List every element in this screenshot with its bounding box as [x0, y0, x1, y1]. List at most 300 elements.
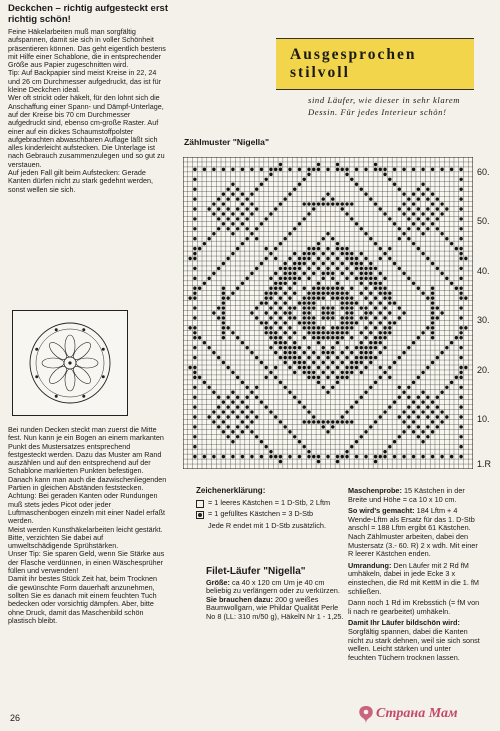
filled-cell [379, 376, 382, 379]
filled-cell [369, 237, 372, 240]
filled-cell [336, 242, 339, 245]
filled-cell [374, 306, 377, 309]
filled-cell [426, 207, 429, 210]
filled-cell [345, 173, 348, 176]
filled-cell [231, 192, 234, 195]
runner-size-label: Größe: [206, 577, 230, 587]
runner-instructions [206, 568, 344, 622]
filled-cell [322, 252, 325, 255]
filled-cell [336, 381, 339, 384]
filled-cell [279, 277, 282, 280]
filled-cell [417, 187, 420, 190]
filled-cell [436, 197, 439, 200]
filled-cell [388, 376, 391, 379]
filled-cell [364, 296, 367, 299]
filled-cell [431, 306, 434, 309]
filled-cell [231, 455, 234, 458]
filled-cell [402, 455, 405, 458]
filled-cell [369, 262, 372, 265]
filled-cell [341, 207, 344, 210]
filled-cell [360, 291, 363, 294]
filled-cell [193, 227, 196, 230]
filled-cell [326, 455, 329, 458]
filled-cell [345, 410, 348, 413]
filled-cell [355, 440, 358, 443]
filled-cell [341, 272, 344, 275]
filled-cell [269, 168, 272, 171]
filled-cell [398, 187, 401, 190]
filled-cell [364, 430, 367, 433]
filled-cell [369, 341, 372, 344]
filled-cell [317, 168, 320, 171]
filled-cell [298, 183, 301, 186]
filled-cell [226, 405, 229, 408]
filled-cell [250, 311, 253, 314]
filled-cell [322, 287, 325, 290]
filled-cell [379, 331, 382, 334]
filled-cell [293, 371, 296, 374]
filled-cell [436, 415, 439, 418]
filled-cell [317, 366, 320, 369]
filled-cell [312, 202, 315, 205]
filled-cell [341, 296, 344, 299]
filled-cell [298, 222, 301, 225]
left-paragraph-6: Danach kann man auch die dazwischenliegenden Partien in gleichen Abständen feststecken. [8, 474, 167, 493]
title-subtitle: sind Läufer, wie dieser in sehr klarem Dessin. Für jedes Interieur schön! [308, 95, 461, 117]
filled-cell [279, 455, 282, 458]
filled-cell [326, 420, 329, 423]
filled-cell [288, 366, 291, 369]
row-label: 50. [477, 216, 490, 227]
filled-cell [383, 371, 386, 374]
filled-cell [193, 435, 196, 438]
filled-cell [217, 425, 220, 428]
filled-cell [226, 366, 229, 369]
filled-cell [217, 306, 220, 309]
filled-cell [307, 306, 310, 309]
filled-cell [336, 376, 339, 379]
filled-cell [331, 361, 334, 364]
filled-cell [226, 197, 229, 200]
filled-cell [450, 381, 453, 384]
filled-cell [188, 366, 191, 369]
filled-cell [393, 321, 396, 324]
filled-cell [222, 301, 225, 304]
filled-cell [341, 287, 344, 290]
filled-cell [269, 173, 272, 176]
filled-cell [459, 168, 462, 171]
filled-cell [222, 311, 225, 314]
filled-cell [459, 386, 462, 389]
filled-cell [421, 183, 424, 186]
filled-cell [374, 287, 377, 290]
filled-cell [260, 440, 263, 443]
filled-cell [307, 291, 310, 294]
filled-cell [360, 371, 363, 374]
filled-cell [350, 306, 353, 309]
filled-cell [412, 420, 415, 423]
filled-cell [207, 415, 210, 418]
row-label: 20. [477, 364, 490, 375]
filled-cell [341, 351, 344, 354]
filled-cell [303, 217, 306, 220]
filled-cell [236, 376, 239, 379]
filled-cell [193, 331, 196, 334]
filled-cell [345, 371, 348, 374]
filled-cell [255, 237, 258, 240]
legend-filled-label: = 1 gefülltes Kästchen = 3 D-Stb [208, 508, 314, 518]
filled-cell [322, 425, 325, 428]
filled-cell [212, 351, 215, 354]
filled-cell [464, 326, 467, 329]
filled-cell [388, 445, 391, 448]
filled-cell [264, 291, 267, 294]
filled-cell [203, 381, 206, 384]
filled-cell [459, 277, 462, 280]
filled-cell [303, 272, 306, 275]
filled-cell [269, 336, 272, 339]
filled-cell [212, 410, 215, 413]
filled-cell [393, 222, 396, 225]
filled-cell [379, 321, 382, 324]
filled-cell [398, 356, 401, 359]
filled-cell [293, 252, 296, 255]
filled-cell [326, 391, 329, 394]
filled-cell [303, 361, 306, 364]
filled-cell [255, 356, 258, 359]
filled-cell [355, 400, 358, 403]
filled-cell [374, 420, 377, 423]
filled-cell [293, 306, 296, 309]
filled-cell [345, 212, 348, 215]
filled-cell [379, 341, 382, 344]
crab-stitch-paragraph: Dann noch 1 Rd im Krebsstich (= fM von li nach re gearbeitet) umhäkeln. [348, 598, 480, 616]
filled-cell [350, 202, 353, 205]
filled-cell [207, 207, 210, 210]
filled-cell [303, 336, 306, 339]
doily-dot [55, 329, 57, 331]
filled-cell [293, 356, 296, 359]
filled-cell [274, 272, 277, 275]
filled-cell [322, 262, 325, 265]
filled-cell [374, 346, 377, 349]
filled-cell [369, 277, 372, 280]
filled-cell [317, 257, 320, 260]
filled-cell [388, 326, 391, 329]
filled-cell [303, 321, 306, 324]
filled-cell [431, 296, 434, 299]
filled-cell [459, 371, 462, 374]
filled-cell [336, 168, 339, 171]
filled-cell [369, 346, 372, 349]
filled-cell [293, 435, 296, 438]
filled-cell [193, 187, 196, 190]
filled-cell [307, 376, 310, 379]
filled-cell [364, 272, 367, 275]
filled-cell [241, 420, 244, 423]
filled-cell [298, 356, 301, 359]
watermark-logo-icon [356, 704, 376, 726]
finishing-label: Damit Ihr Läufer bildschön wird: [348, 618, 460, 628]
filled-cell [298, 440, 301, 443]
filled-cell [298, 262, 301, 265]
filled-cell [345, 326, 348, 329]
filled-cell [345, 257, 348, 260]
filled-cell [326, 356, 329, 359]
filled-cell [293, 316, 296, 319]
filled-cell [312, 321, 315, 324]
filled-cell [288, 455, 291, 458]
filled-cell [383, 326, 386, 329]
filled-cell [431, 316, 434, 319]
filled-cell [203, 341, 206, 344]
filled-cell [303, 311, 306, 314]
filled-cell [431, 321, 434, 324]
filled-cell [250, 410, 253, 413]
filled-cell [345, 311, 348, 314]
filled-cell [402, 351, 405, 354]
filled-cell [417, 287, 420, 290]
left-paragraph-10: Damit ihr bestes Stück Zeit hat, beim Trocknen die gewünschte Form dauerhaft anzunehmen, sollten Sie es danach mit einem feuchten Tuch bedecken oder vorsichtig dämpfen. Aber, bitte ohne Druck, damit das Maschenbild schön plastisch bleibt. [8, 574, 157, 625]
filled-cell [293, 262, 296, 265]
filled-cell-icon [196, 511, 204, 519]
filled-cell [307, 301, 310, 304]
filled-cell [207, 386, 210, 389]
filled-cell [269, 212, 272, 215]
filled-cell [421, 331, 424, 334]
filled-cell [326, 351, 329, 354]
filled-cell [303, 366, 306, 369]
filled-cell [336, 356, 339, 359]
filled-cell [345, 455, 348, 458]
left-heading: Deckchen – richtig aufgesteckt erst richtig schön! [8, 3, 168, 25]
filled-cell [288, 346, 291, 349]
filled-cell [350, 287, 353, 290]
filled-cell [193, 371, 196, 374]
filled-cell [331, 346, 334, 349]
filled-cell [364, 346, 367, 349]
filled-cell [303, 351, 306, 354]
filled-cell [379, 336, 382, 339]
row-label: 10. [477, 414, 490, 425]
filled-cell [303, 445, 306, 448]
filled-cell [255, 386, 258, 389]
filled-cell [355, 222, 358, 225]
filled-cell [231, 440, 234, 443]
runner-need-text: 200 g weißes Baumwollgarn, wie Phildar Qualität Perle No 8 (LL: 310 m/50 g), HäkelN Nr 1 - 1,25. [206, 594, 344, 621]
filled-cell [293, 277, 296, 280]
filled-cell [407, 217, 410, 220]
gauge-label: Maschenprobe: [348, 486, 402, 495]
filled-cell [388, 257, 391, 260]
filled-cell [336, 247, 339, 250]
filled-cell [298, 301, 301, 304]
filled-cell [369, 272, 372, 275]
filled-cell [464, 296, 467, 299]
doily-dot [83, 329, 85, 331]
filled-cell [407, 346, 410, 349]
filled-cell [383, 287, 386, 290]
filled-cell [350, 178, 353, 181]
filled-cell [222, 212, 225, 215]
filled-cell [345, 316, 348, 319]
filled-cell [317, 242, 320, 245]
filled-cell [307, 173, 310, 176]
filled-cell [331, 336, 334, 339]
filled-cell [293, 395, 296, 398]
filled-cell [312, 326, 315, 329]
filled-cell [345, 331, 348, 334]
filled-cell [402, 168, 405, 171]
filled-cell [231, 222, 234, 225]
finishing-text: Sorgfältig spannen, dabei die Kanten nicht zu stark dehnen, weil sie sich sonst wellen. Leicht stärken und unter feuchten Tüchern trocknen lassen. [348, 626, 480, 662]
filled-cell [312, 336, 315, 339]
filled-cell [445, 415, 448, 418]
filled-cell [322, 351, 325, 354]
filled-cell [284, 262, 287, 265]
filled-cell [241, 430, 244, 433]
watermark: Страна Мам [376, 706, 458, 721]
filled-cell [307, 450, 310, 453]
filled-cell [459, 291, 462, 294]
filled-cell [459, 207, 462, 210]
filled-cell [360, 252, 363, 255]
filled-cell [222, 321, 225, 324]
filled-cell [317, 247, 320, 250]
filled-cell [245, 227, 248, 230]
filled-cell [250, 420, 253, 423]
doily-petal [65, 369, 75, 391]
filled-cell [350, 321, 353, 324]
chart-title: Zählmuster "Nigella" [184, 137, 270, 147]
filled-cell [264, 217, 267, 220]
filled-cell [345, 306, 348, 309]
filled-cell [350, 272, 353, 275]
filled-cell [383, 212, 386, 215]
filled-cell [303, 301, 306, 304]
filled-cell [322, 326, 325, 329]
filled-cell [440, 410, 443, 413]
filled-cell [260, 168, 263, 171]
filled-cell [188, 296, 191, 299]
filled-cell [421, 455, 424, 458]
filled-cell [317, 291, 320, 294]
filled-cell [284, 272, 287, 275]
filled-cell [407, 207, 410, 210]
filet-chart [183, 157, 473, 469]
filled-cell [341, 420, 344, 423]
filled-cell [222, 336, 225, 339]
filled-cell [374, 336, 377, 339]
legend-heading: Zeichenerklärung: [196, 486, 266, 495]
left-paragraph-5: Bei runden Decken steckt man zuerst die Mitte fest. Nun kann je ein Bogen an einem markanten Punkt des Mustersatzes entsprechend festgesteckt werden. Dazu das Muster am Rand auszählen und auf den entsprechend auf der Schablone markierten Punkten befestigen. [8, 425, 164, 476]
filled-cell [341, 371, 344, 374]
filled-cell [226, 415, 229, 418]
filled-cell [459, 217, 462, 220]
filled-cell [431, 311, 434, 314]
filled-cell [298, 321, 301, 324]
filled-cell [307, 202, 310, 205]
filled-cell [350, 366, 353, 369]
filled-cell [355, 267, 358, 270]
filled-cell [288, 336, 291, 339]
filled-cell [455, 287, 458, 290]
filled-cell [193, 336, 196, 339]
filled-cell [203, 168, 206, 171]
doily-dot [36, 348, 38, 350]
filled-cell [350, 252, 353, 255]
left-paragraph-8: Meist werden Kunsthäkelarbeiten leicht gestärkt. Bitte, verzichten Sie dabei auf umweltschädigende Sprühstärken. [8, 524, 163, 551]
filled-cell [274, 351, 277, 354]
left-paragraph-3: Wer oft strickt oder häkelt, für den lohnt sich die Anschaffung einer Spann- und Dämpf-Unterlage, auf der Kreise bis 70 cm Durchmesser aufgedruckt sind, ebenso cm-große Raster. Auf einer auf ein dickes Schaumstoffpolster aufgebrachten abwaschbaren Auflage läßt sich alles kinderleicht aufstecken. Die Unterlage ist nach Gebrauch zusammenzulegen und so gut zu verstauen. [8, 93, 165, 169]
filled-cell [350, 217, 353, 220]
filled-cell [436, 306, 439, 309]
filled-cell [322, 316, 325, 319]
filled-cell [398, 227, 401, 230]
filled-cell [459, 405, 462, 408]
filled-cell [331, 291, 334, 294]
filled-cell [326, 272, 329, 275]
filled-cell [269, 291, 272, 294]
filled-cell [459, 296, 462, 299]
filled-cell [264, 178, 267, 181]
filled-cell [426, 405, 429, 408]
filled-cell [383, 252, 386, 255]
filled-cell [421, 391, 424, 394]
filled-cell [369, 267, 372, 270]
filled-cell [279, 341, 282, 344]
filled-cell [317, 326, 320, 329]
filled-cell [412, 455, 415, 458]
filled-cell [317, 163, 320, 166]
filled-cell [279, 306, 282, 309]
legend-filled-row [196, 510, 346, 519]
filled-cell [412, 400, 415, 403]
filled-cell [426, 326, 429, 329]
filled-cell [393, 168, 396, 171]
filled-cell [326, 192, 329, 195]
filled-cell [341, 168, 344, 171]
filled-cell [326, 331, 329, 334]
filled-cell [226, 217, 229, 220]
filled-cell [402, 420, 405, 423]
filled-cell [307, 296, 310, 299]
filled-cell [426, 217, 429, 220]
filled-cell [312, 301, 315, 304]
filled-cell [279, 326, 282, 329]
filled-cell [255, 395, 258, 398]
left-column-continued [8, 426, 168, 625]
filled-cell [350, 361, 353, 364]
filled-cell [312, 207, 315, 210]
filled-cell [288, 326, 291, 329]
filled-cell [374, 316, 377, 319]
filled-cell [293, 346, 296, 349]
filled-cell [212, 311, 215, 314]
filled-cell [440, 202, 443, 205]
filled-cell [312, 252, 315, 255]
filled-cell [364, 192, 367, 195]
filled-cell [431, 222, 434, 225]
filled-cell [331, 296, 334, 299]
filled-cell [355, 321, 358, 324]
filled-cell [303, 202, 306, 205]
filled-cell [226, 296, 229, 299]
filled-cell [193, 415, 196, 418]
filled-cell [341, 252, 344, 255]
filled-cell [264, 326, 267, 329]
filled-cell [207, 277, 210, 280]
